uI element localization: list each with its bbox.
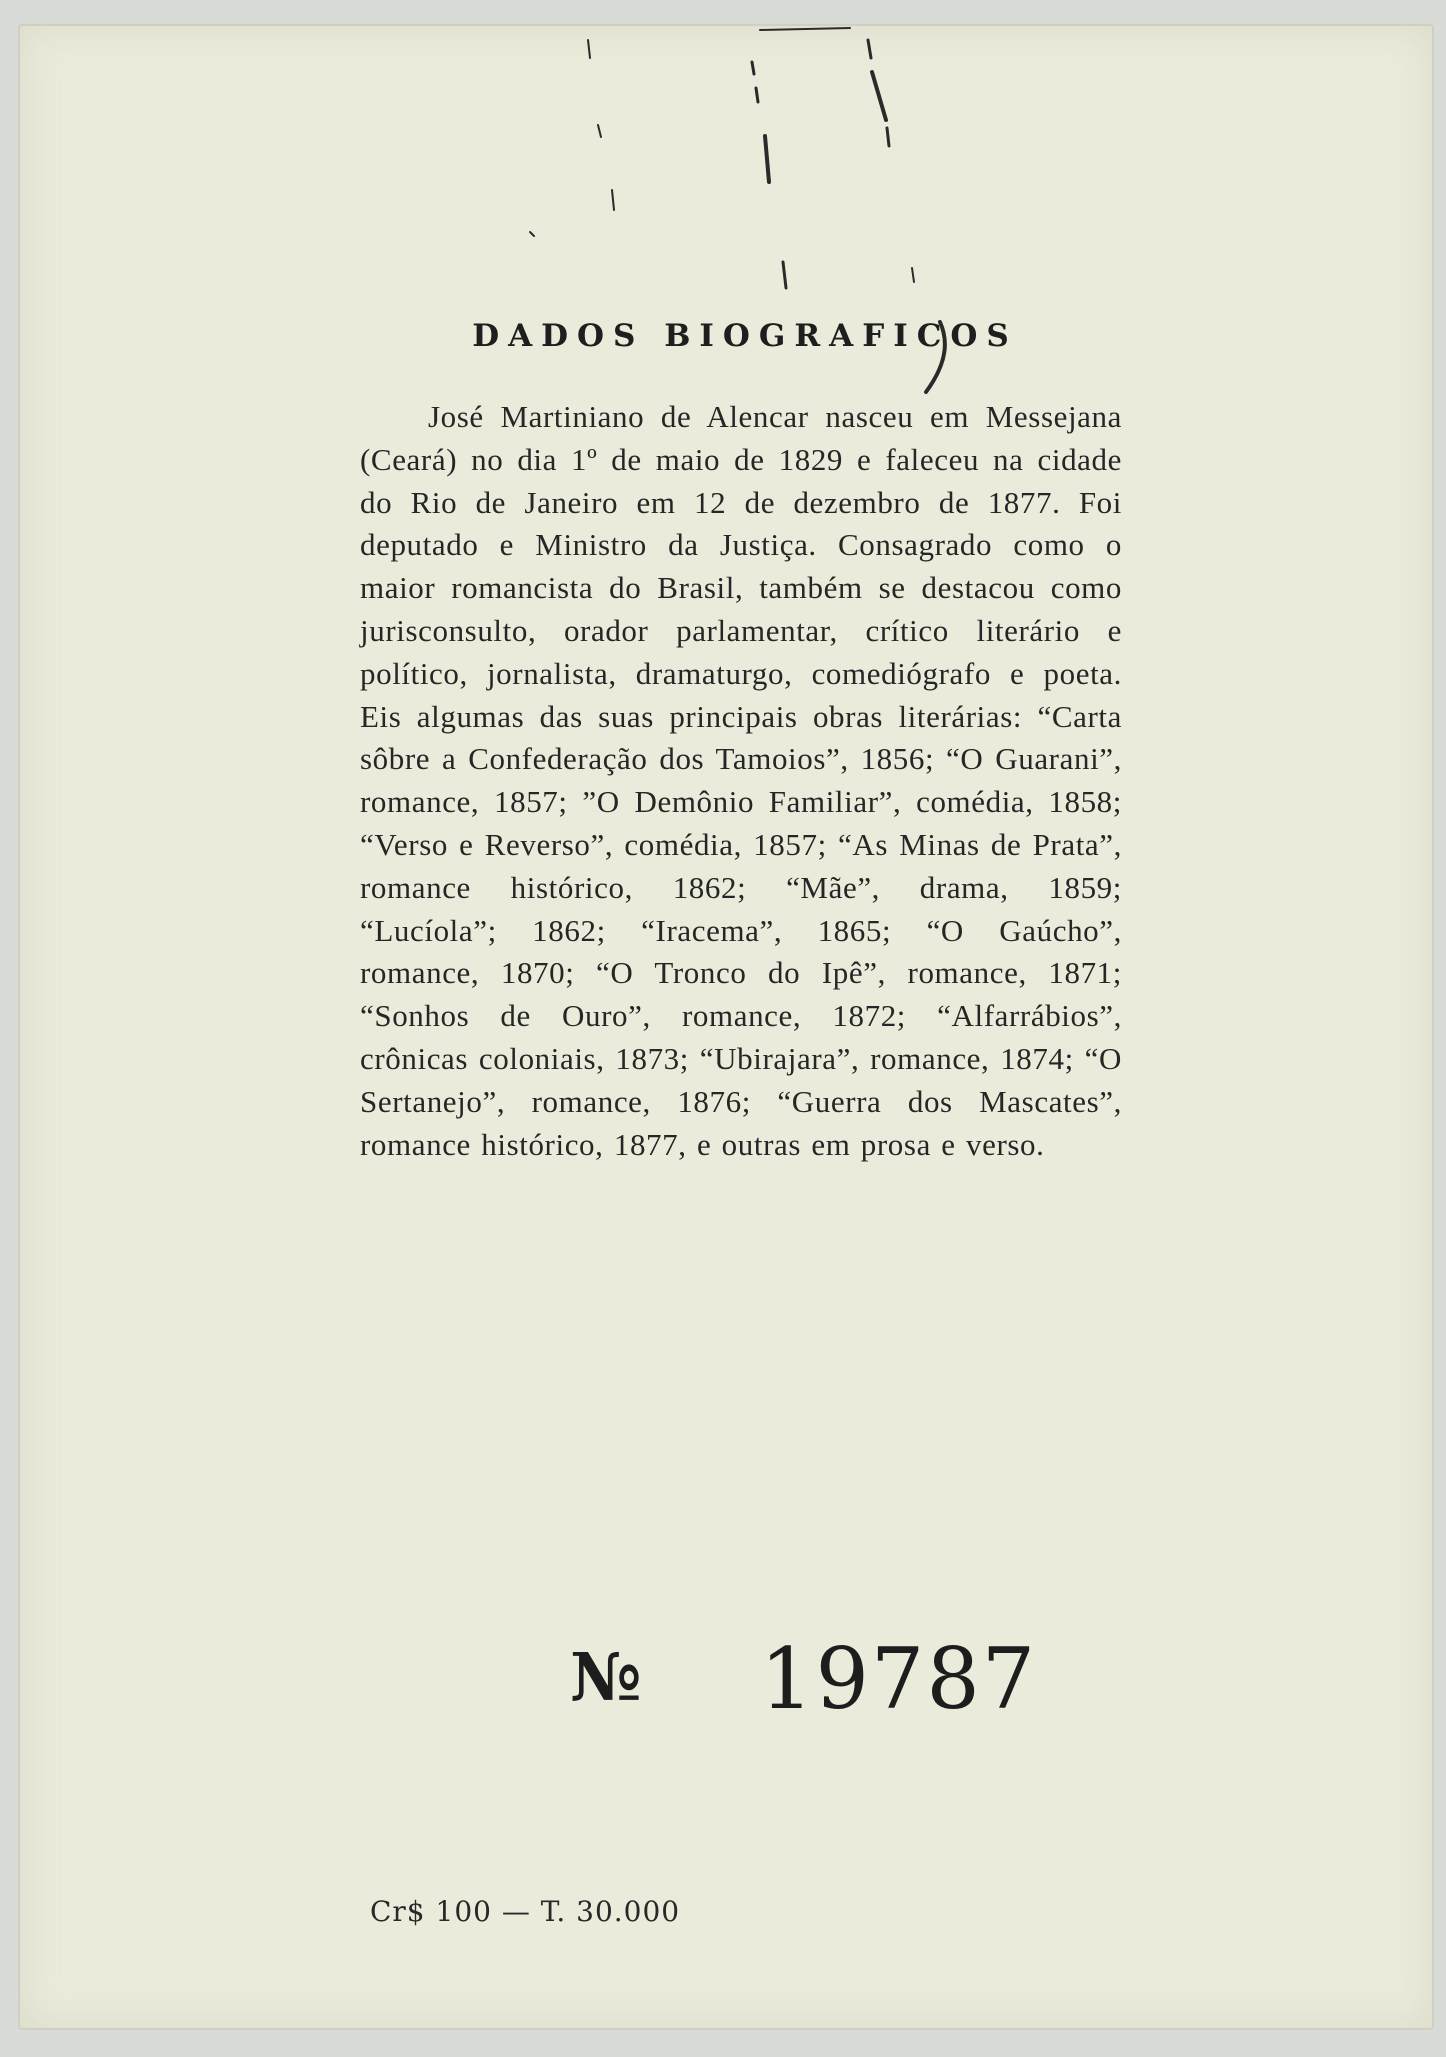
serial-number [570, 1630, 1038, 1730]
numero-sign: № [570, 1638, 642, 1716]
serial-number-value: 19787 [760, 1630, 1038, 1728]
biography-text: José Martiniano de Alencar nasceu em Messejana (Ceará) no dia 1º de maio de 1829 e faleceu na cidade do Rio de Janeiro em 12 de dezembro de 1877. Foi deputado e Ministro da Justiça. Consagrado como o maior romancista do Brasil, também se destacou como jurisconsulto, orador parlamentar, crítico literário e político, jornalista, dramaturgo, comediógrafo e poeta. Eis algumas das suas principais obras literárias: “Carta sôbre a Confederação dos Tamoios”, 1856; “O Guarani”, romance, 1857; ”O Demônio Familiar”, comédia, 1858; “Verso e Reverso”, comédia, 1857; “As Minas de Prata”, romance histórico, 1862; “Mãe”, drama, 1859; “Lucíola”; 1862; “Iracema”, 1865; “O Gaúcho”, romance, 1870; “O Tronco do Ipê”, romance, 1871; “Sonhos de Ouro”, romance, 1872; “Alfarrábios”, crônicas coloniais, 1873; “Ubirajara”, romance, 1874; “O Sertanejo”, romance, 1876; “Guerra dos Mascates”, romance histórico, 1877, e outras em prosa e verso. [360, 399, 1122, 1162]
document-title: DADOS BIOGRAFICOS [472, 318, 1018, 354]
price-print-run: Cr$ 100 — T. 30.000 [370, 1895, 681, 1928]
